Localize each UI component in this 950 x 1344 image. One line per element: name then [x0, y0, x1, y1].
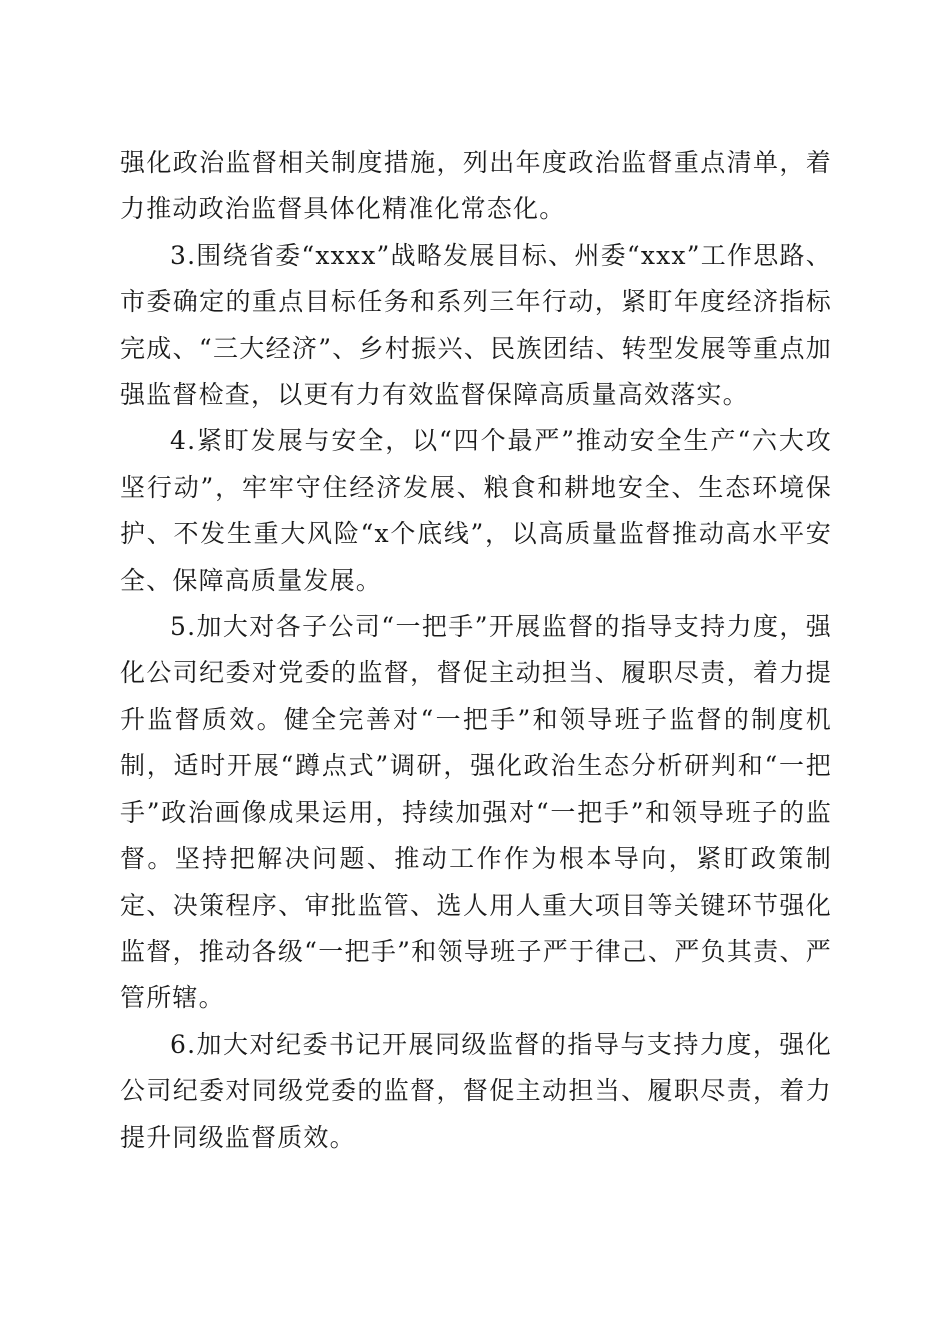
paragraph-item-4: 4.紧盯发展与安全，以“四个最严”推动安全生产“六大攻坚行动”，牢牢守住经济发展、粮食和耕地安全、生态环境保护、不发生重大风险“x个底线”，以高质量监督推动高水平安全、保障高质量发展。	[120, 426, 832, 595]
paragraph-item-5: 5.加大对各子公司“一把手”开展监督的指导支持力度，强化公司纪委对党委的监督，督促主动担当、履职尽责，着力提升监督质效。健全完善对“一把手”和领导班子监督的制度机制，适时开展“蹲点式”调研，强化政治生态分析研判和“一把手”政治画像成果运用，持续加强对“一把手”和领导班子的监督。坚持把解决问题、推动工作作为根本导向，紧盯政策制定、决策程序、审批监管、选人用人重大项目等关键环节强化监督，推动各级“一把手”和领导班子严于律己、严负其责、严管所辖。	[120, 612, 832, 1013]
paragraph-item-3: 3.围绕省委“xxxx”战略发展目标、州委“xxx”工作思路、市委确定的重点目标任务和系列三年行动，紧盯年度经济指标完成、“三大经济”、乡村振兴、民族团结、转型发展等重点加强监督检查，以更有力有效监督保障高质量高效落实。	[120, 240, 832, 410]
document-body	[120, 140, 832, 1161]
paragraph-continuation: 强化政治监督相关制度措施，列出年度政治监督重点清单，着力推动政治监督具体化精准化常态化。	[120, 148, 832, 224]
paragraph-item-6: 6.加大对纪委书记开展同级监督的指导与支持力度，强化公司纪委对同级党委的监督，督促主动担当、履职尽责，着力提升同级监督质效。	[120, 1029, 832, 1152]
